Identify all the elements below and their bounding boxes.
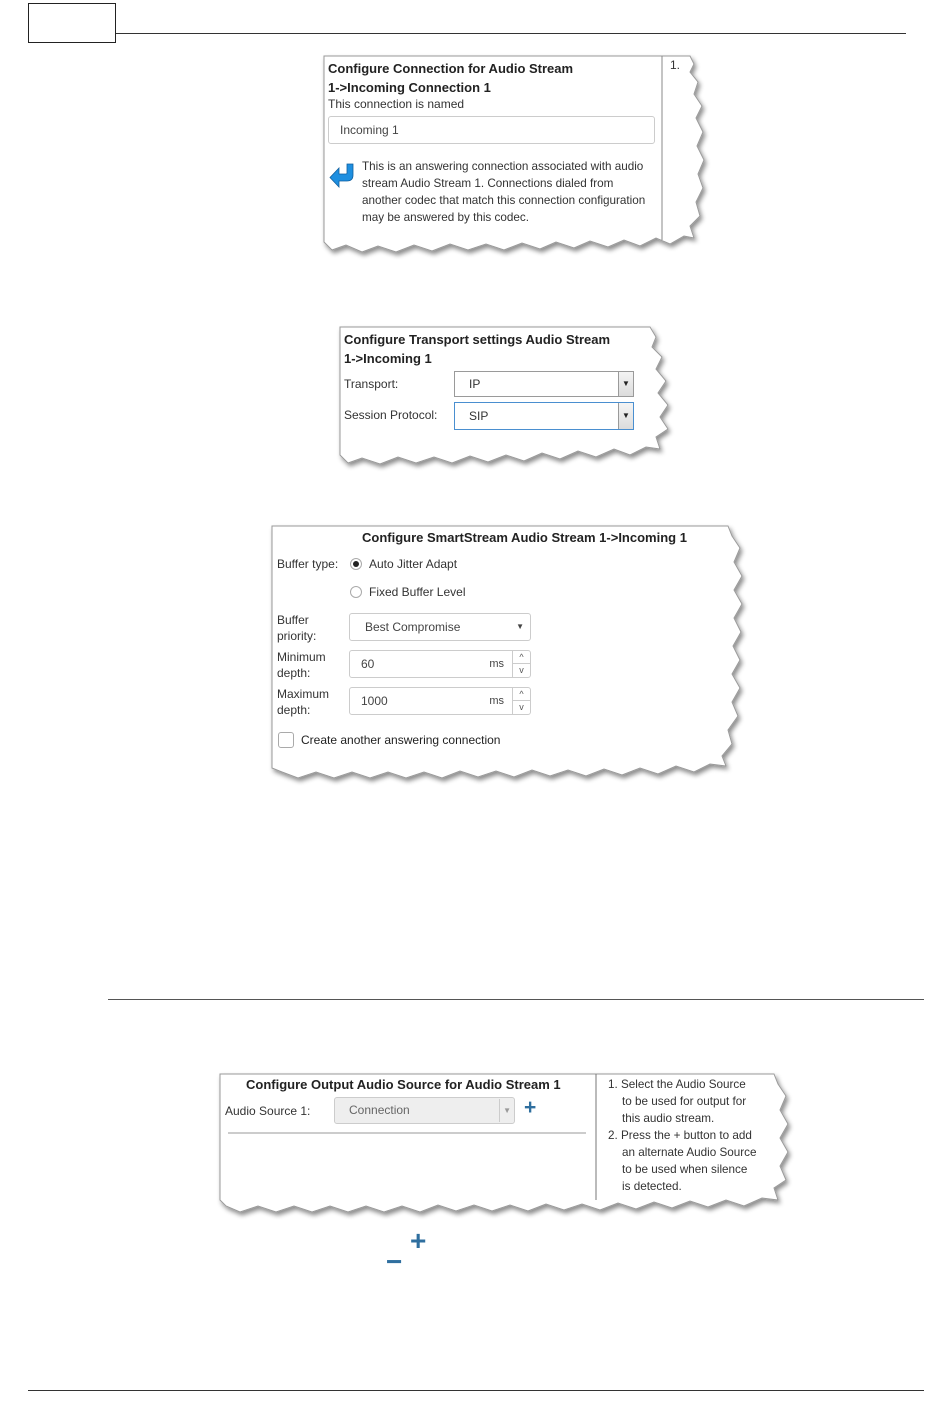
fixed-buffer-radio[interactable] — [350, 586, 362, 598]
session-protocol-value: SIP — [469, 409, 489, 423]
help-line: this audio stream. — [622, 1112, 715, 1125]
smartstream-panel — [270, 524, 750, 780]
section-rule — [108, 999, 924, 1000]
connection-panel — [318, 54, 710, 258]
min-depth-spinner[interactable] — [512, 651, 530, 677]
connection-title-line2: 1->Incoming Connection 1 — [328, 80, 491, 95]
connection-name-input[interactable]: Incoming 1 — [328, 116, 655, 144]
spin-up-icon: ^ — [513, 688, 530, 701]
help-line: to be used for output for — [622, 1095, 747, 1108]
audio-source-select[interactable] — [334, 1097, 515, 1124]
connection-info-text — [362, 158, 645, 226]
connection-name-label: This connection is named — [328, 97, 465, 111]
unit-label: ms — [489, 695, 504, 707]
help-line: 2. Press the + button to add — [608, 1129, 752, 1142]
max-depth-label: Maximum — [277, 687, 330, 701]
connection-title-line1: Configure Connection for Audio Stream — [328, 61, 574, 76]
add-source-plus-icon[interactable]: + — [524, 1096, 537, 1119]
unit-label: ms — [489, 658, 504, 670]
page-number-box — [28, 3, 116, 43]
transport-panel — [338, 325, 678, 475]
max-depth-spinner[interactable] — [512, 688, 530, 714]
spin-up-icon: ^ — [513, 651, 530, 664]
max-depth-value: 1000 — [361, 694, 388, 708]
audio-source-label: Audio Source 1: — [225, 1104, 311, 1118]
caret-down-icon: ▼ — [503, 1106, 511, 1115]
min-depth-value: 60 — [361, 657, 375, 671]
min-depth-label: Minimum — [277, 650, 326, 664]
fixed-buffer-label: Fixed Buffer Level — [369, 585, 466, 599]
session-protocol-select[interactable] — [454, 402, 634, 430]
transport-label: Transport: — [344, 377, 399, 391]
buffer-priority-value: Best Compromise — [365, 620, 461, 634]
footer-rule — [28, 1390, 924, 1391]
connection-side-note: 1. — [670, 58, 681, 72]
buffer-priority-label: Buffer — [277, 613, 309, 627]
transport-title-line2: 1->Incoming 1 — [344, 351, 432, 366]
spin-down-icon: v — [519, 665, 524, 675]
dropdown-arrow-icon[interactable]: ▼ — [618, 372, 633, 396]
return-arrow-icon — [328, 162, 358, 190]
create-answering-label: Create another answering connection — [301, 733, 501, 747]
buffer-priority-select[interactable] — [349, 613, 531, 641]
dropdown-arrow-icon[interactable]: ▼ — [618, 403, 633, 429]
header-rule — [116, 33, 906, 34]
max-depth-input[interactable] — [349, 687, 531, 715]
help-line: 1. Select the Audio Source — [608, 1078, 746, 1091]
buffer-priority-label: priority: — [277, 629, 317, 643]
output-source-title: Configure Output Audio Source for Audio Stream 1 — [246, 1077, 561, 1092]
transport-title-line1: Configure Transport settings Audio Stream — [344, 332, 611, 347]
output-help-text — [608, 1076, 757, 1195]
session-protocol-label: Session Protocol: — [344, 408, 438, 422]
auto-jitter-label: Auto Jitter Adapt — [369, 557, 458, 571]
transport-select-value: IP — [469, 377, 481, 391]
output-source-panel — [218, 1072, 796, 1222]
min-depth-input[interactable] — [349, 650, 531, 678]
help-line: an alternate Audio Source — [622, 1146, 757, 1159]
caret-down-icon: ▼ — [516, 622, 524, 631]
smartstream-title: Configure SmartStream Audio Stream 1->Incoming 1 — [362, 530, 687, 545]
info-line: may be answered by this codec. — [362, 211, 529, 224]
info-line: This is an answering connection associated with audio — [362, 160, 644, 173]
create-answering-checkbox[interactable] — [278, 732, 294, 748]
minus-icon: − — [386, 1246, 403, 1277]
spin-down-icon: v — [519, 702, 524, 712]
transport-select[interactable] — [454, 371, 634, 397]
auto-jitter-radio[interactable] — [350, 558, 362, 570]
audio-source-value: Connection — [349, 1103, 410, 1117]
info-line: another codec that match this connection configuration — [362, 194, 646, 207]
min-depth-label: depth: — [277, 666, 311, 680]
buffer-type-label: Buffer type: — [277, 557, 339, 571]
help-line: is detected. — [622, 1180, 682, 1193]
max-depth-label: depth: — [277, 703, 311, 717]
help-line: to be used when silence — [622, 1163, 748, 1176]
info-line: stream Audio Stream 1. Connections dialed from — [362, 177, 614, 190]
plus-icon: + — [410, 1225, 427, 1256]
